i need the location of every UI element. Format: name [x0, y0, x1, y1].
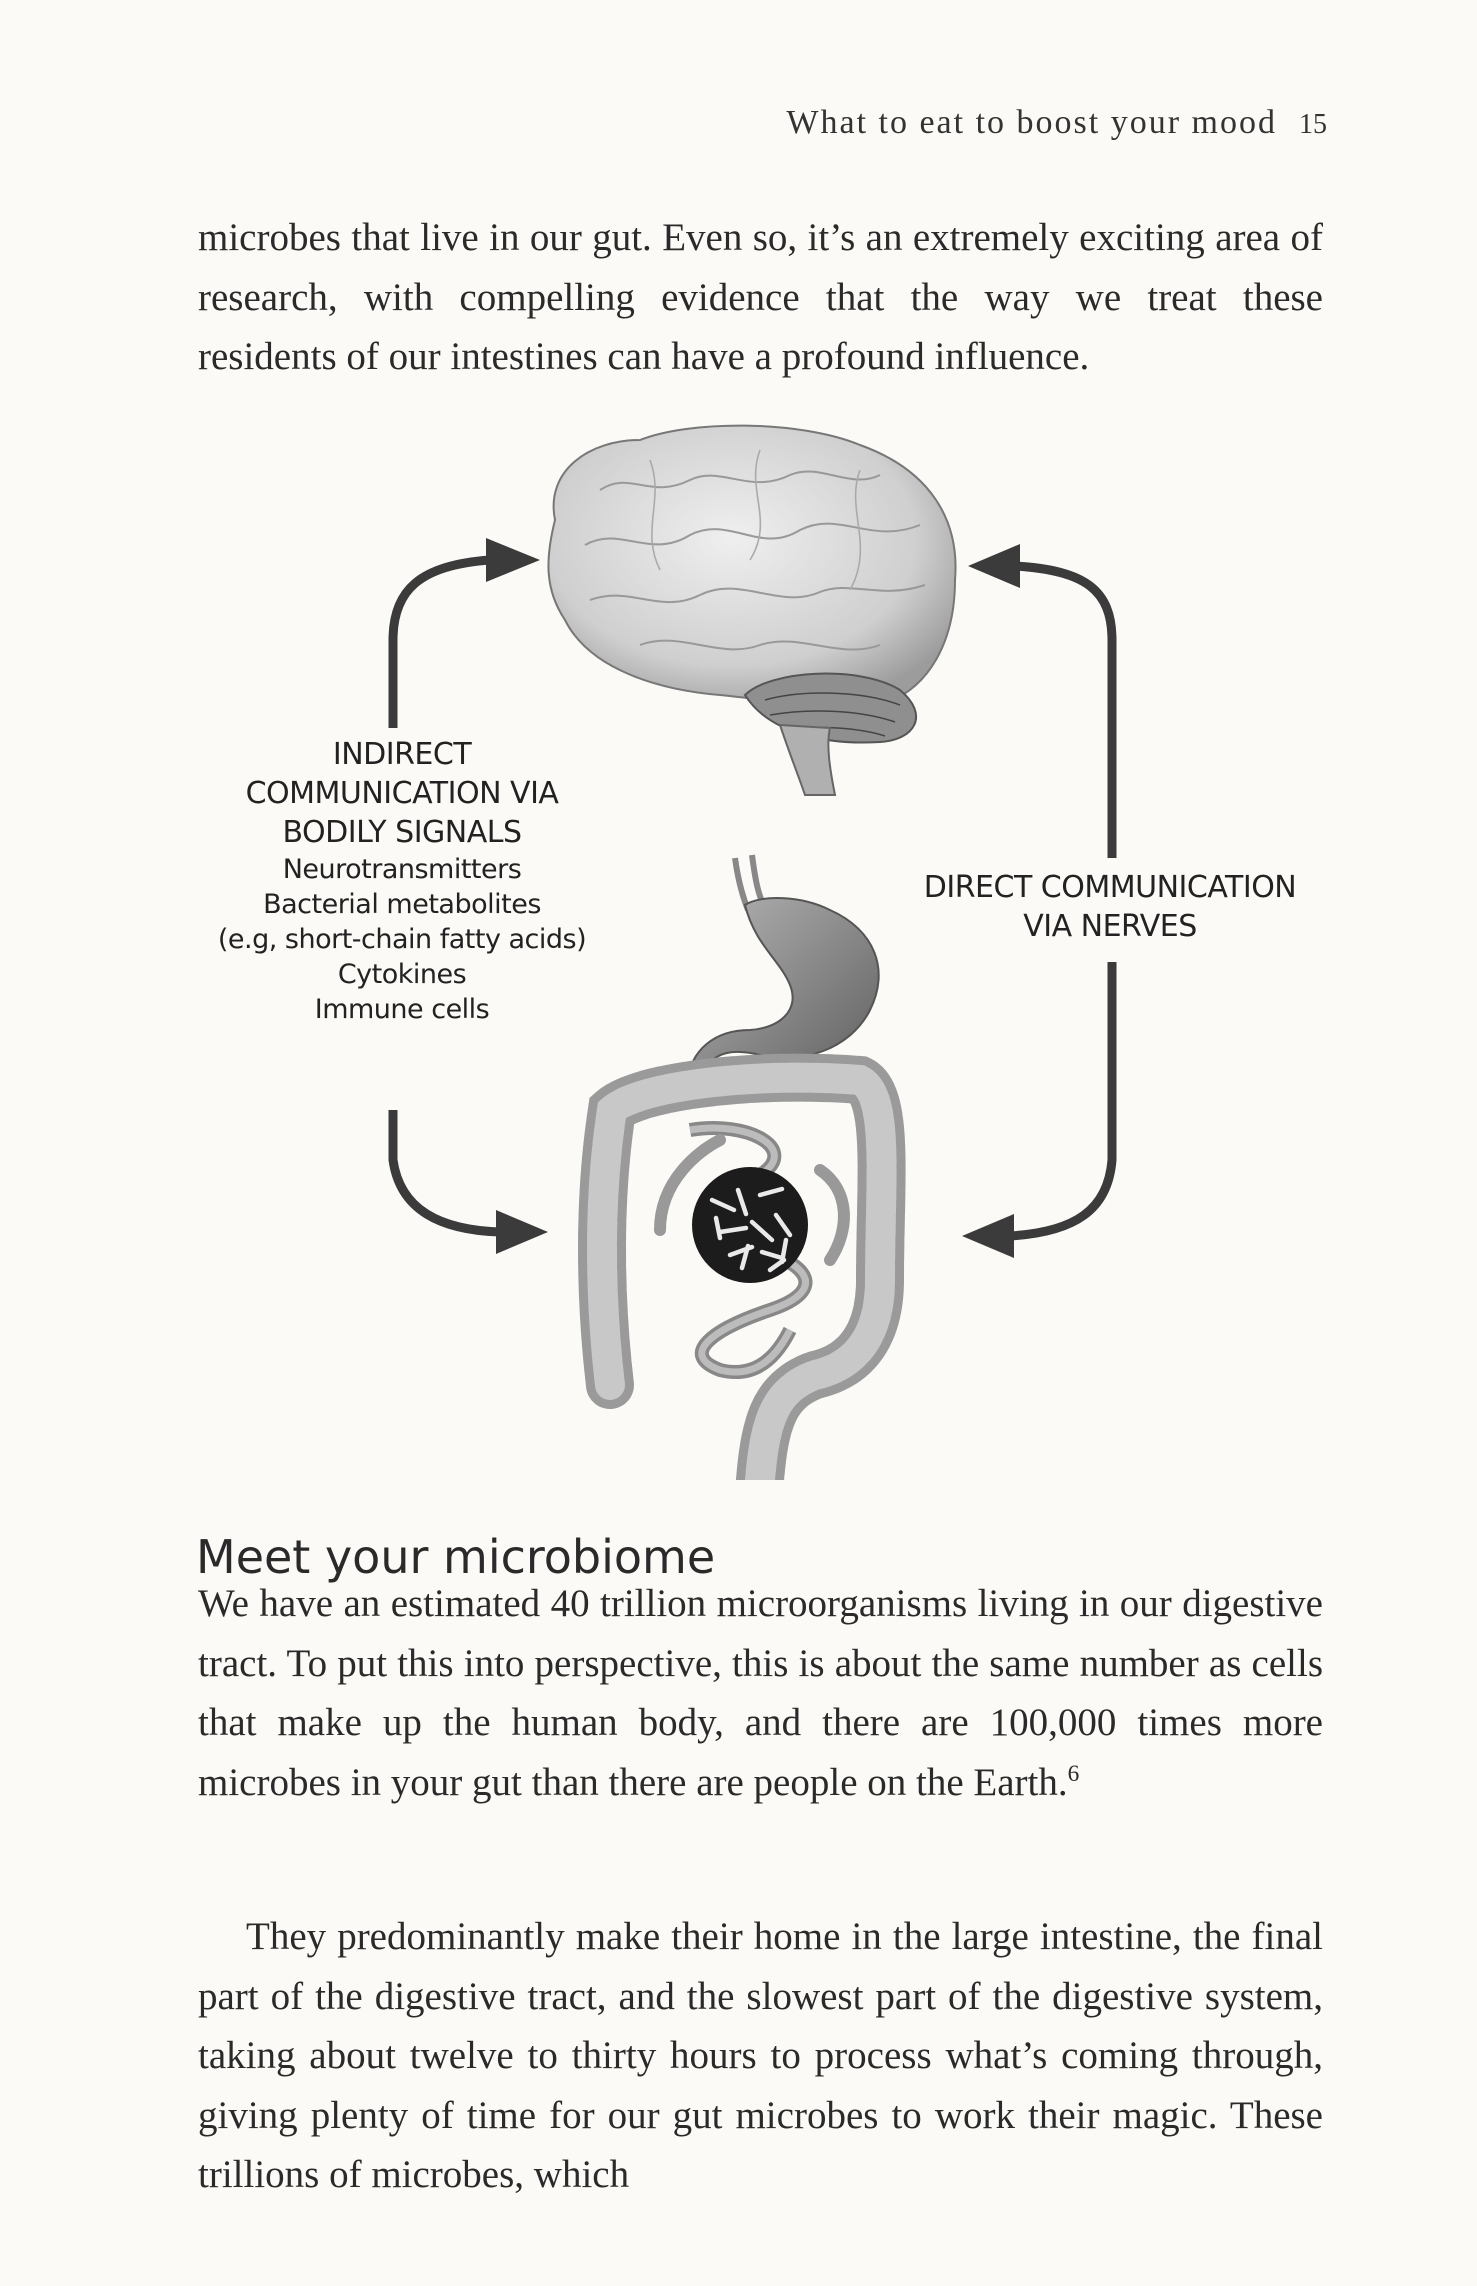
- signal-list-item: Neurotransmitters: [282, 854, 522, 885]
- section-heading: Meet your microbiome: [196, 1530, 716, 1584]
- page-number: 15: [1299, 109, 1327, 140]
- body-paragraph: [198, 1574, 1323, 1812]
- body-paragraph: They predominantly make their home in the large intestine, the final part of the digestive tract, and the slowest part of the digestive system, taking about twelve to thirty hours to process what’s coming through, giving plenty of time for our gut microbes to work their magic. These trillions of microbes, which: [198, 1915, 1323, 2196]
- indirect-heading-line: BODILY SIGNALS: [282, 815, 522, 850]
- signal-list-item: Bacterial metabolites: [263, 889, 541, 921]
- microbe-cluster-icon: [692, 1167, 808, 1283]
- indirect-heading-line: INDIRECT: [332, 737, 472, 772]
- paragraph-text: We have an estimated 40 trillion microorganisms living in our digestive tract. To put this into perspective, this is about the same number as cells that make up the human body, and there are 100,000 times more microbes in your gut than there are people on the Earth.: [198, 1582, 1323, 1804]
- arrow-to-gut-icon: [496, 1210, 548, 1254]
- direct-communication-label: [880, 868, 1340, 946]
- footnote-reference: 6: [1067, 1760, 1080, 1787]
- signal-list-item: Immune cells: [314, 994, 490, 1026]
- direct-label-line: DIRECT COMMUNICATION: [923, 870, 1297, 905]
- digestive-tract-illustration: [602, 855, 882, 1480]
- arrow-to-gut-right-icon: [962, 1214, 1014, 1258]
- indirect-heading-line: COMMUNICATION VIA: [245, 776, 559, 811]
- running-head-title: What to eat to boost your mood: [786, 104, 1277, 141]
- running-head: [786, 104, 1327, 142]
- arrow-to-brain-icon: [486, 538, 540, 582]
- intro-paragraph: microbes that live in our gut. Even so, it’s an extremely exciting area of research, with compelling evidence that the way we treat these residents of our intestines can have a profound influence.: [198, 216, 1323, 378]
- signal-list-item: Cytokines: [337, 959, 467, 991]
- indirect-communication-label: [172, 735, 632, 1027]
- arrow-to-brain-right-icon: [968, 544, 1020, 588]
- direct-label-line: VIA NERVES: [1023, 909, 1197, 944]
- signal-list-item: (e.g, short-chain fatty acids): [217, 924, 587, 956]
